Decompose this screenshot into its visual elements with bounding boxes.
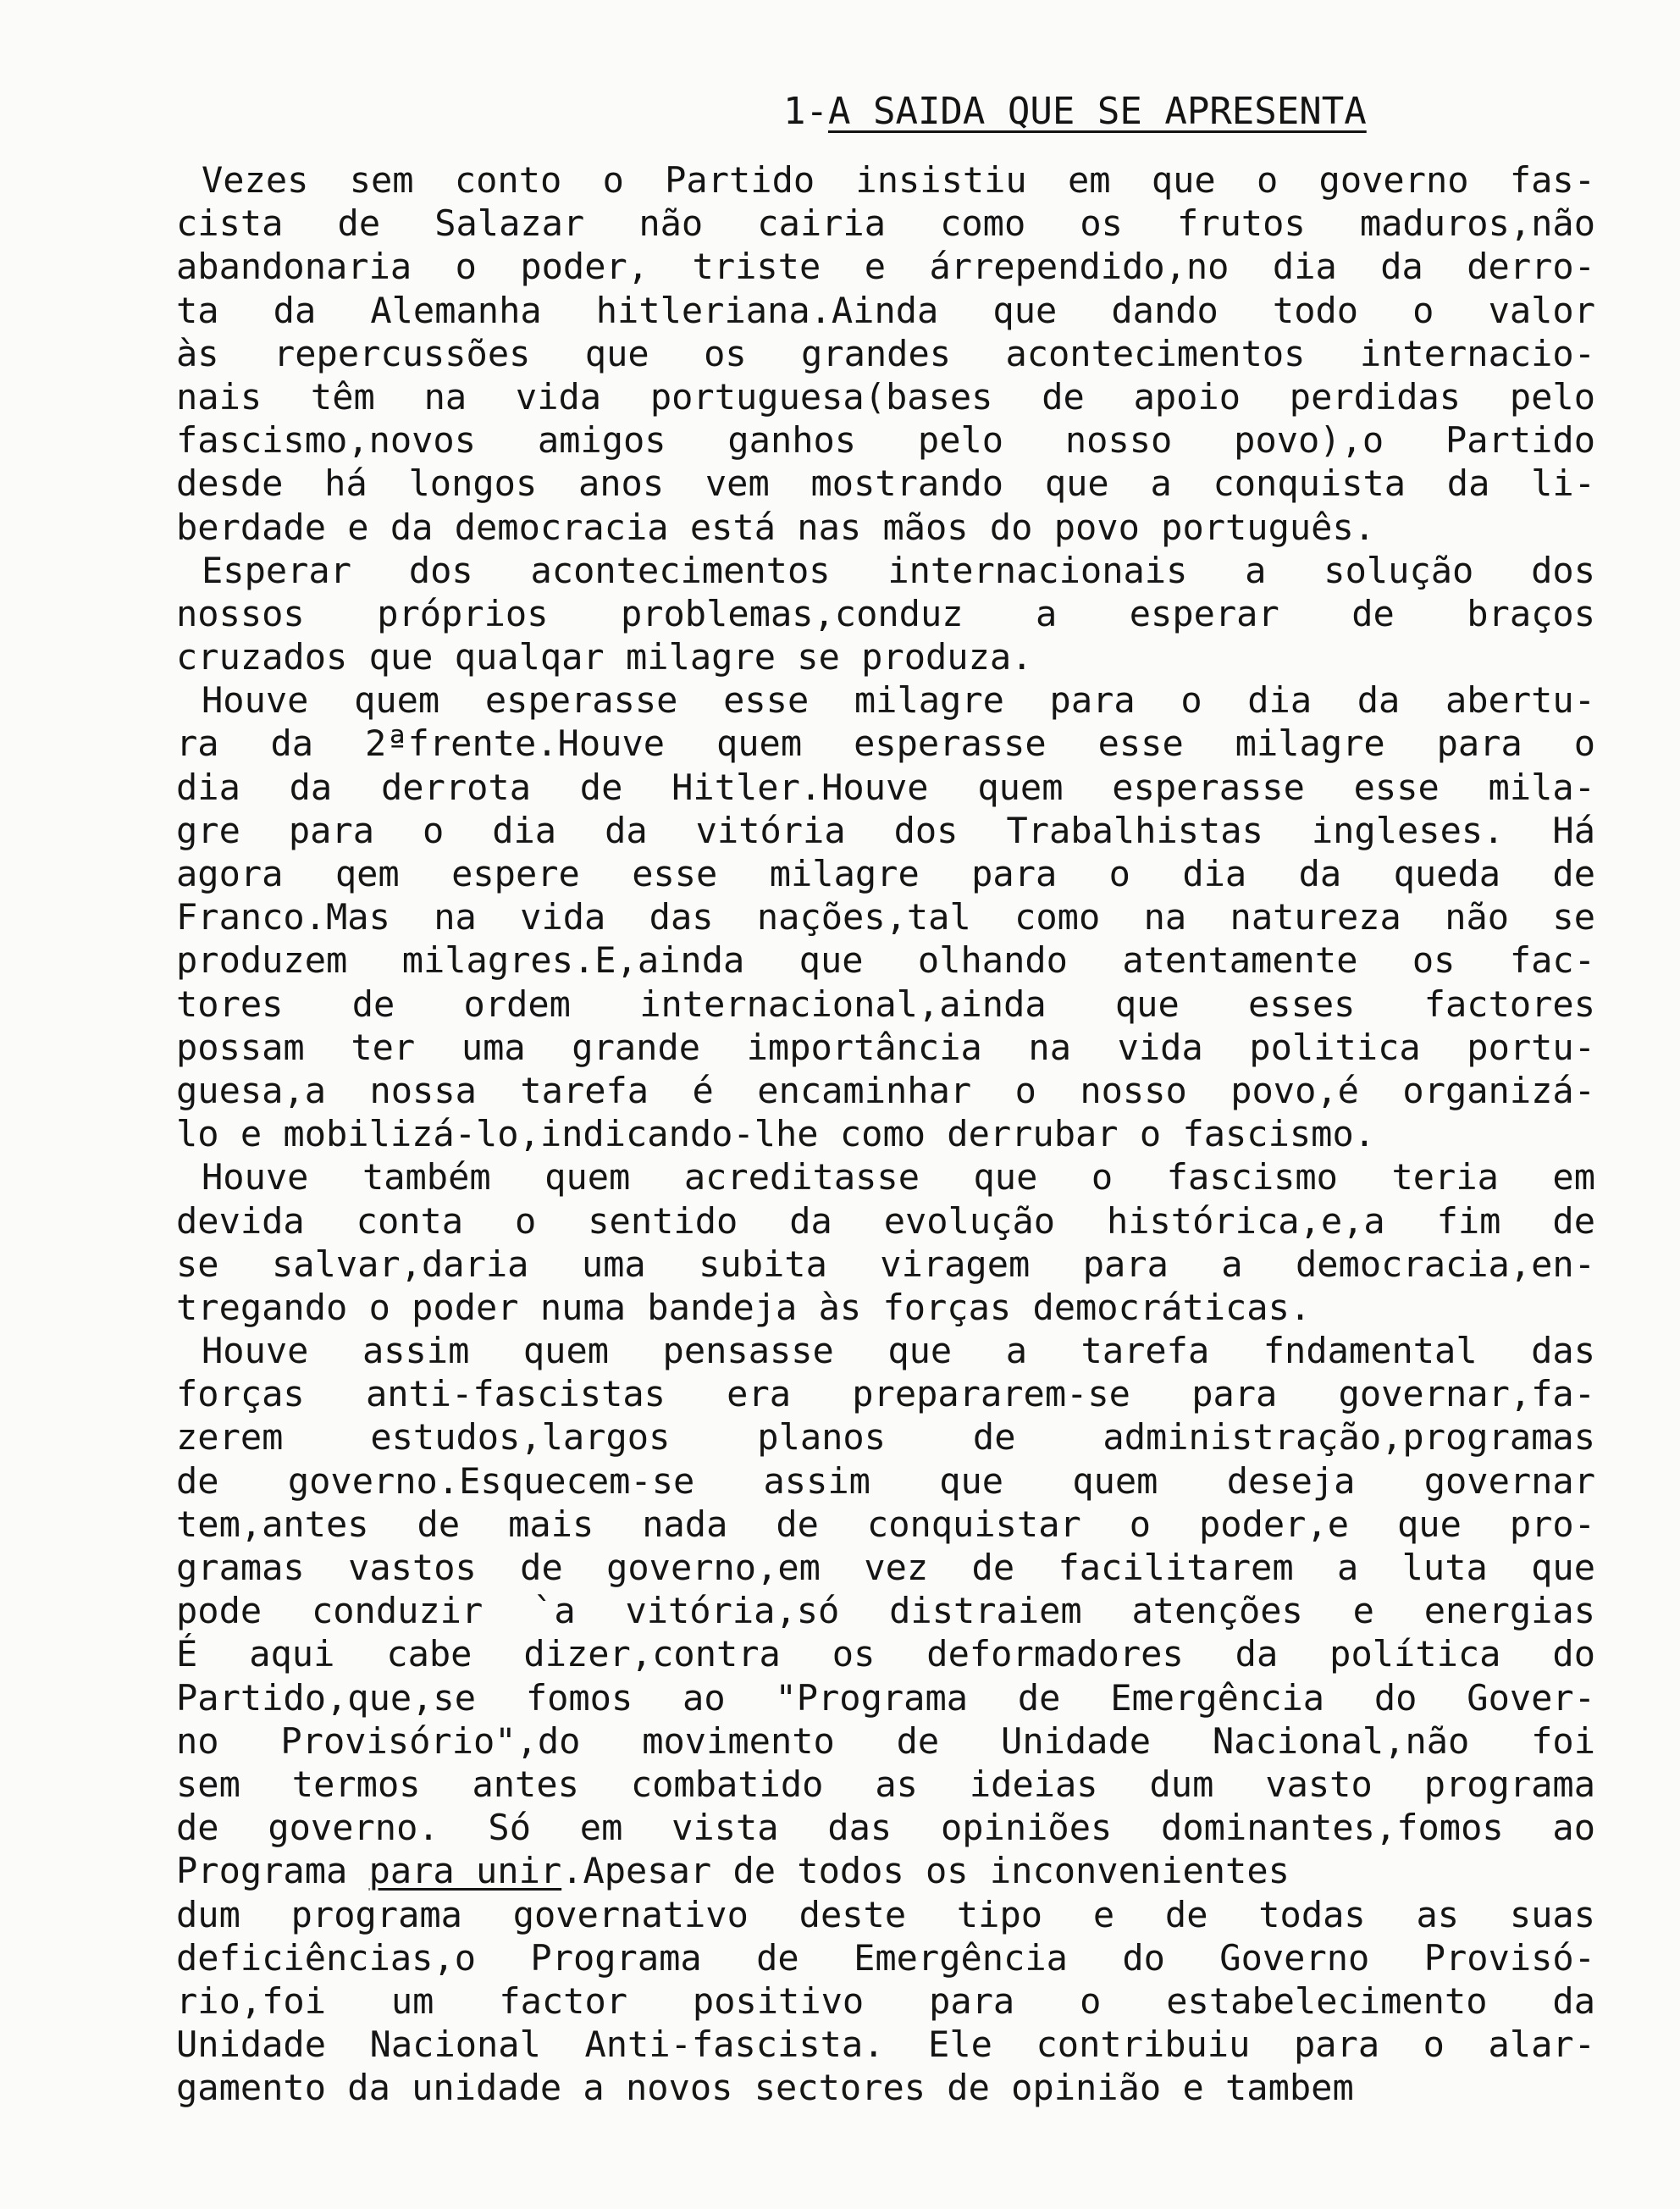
text-line: devida conta o sentido da evolução histórica,e,a fim de bbox=[176, 1199, 1595, 1242]
text-line: ta da Alemanha hitleriana.Ainda que dando todo o valor bbox=[176, 289, 1595, 331]
text-line: zerem estudos,largos planos de administração,programas bbox=[176, 1416, 1595, 1459]
text-line: dia da derrota de Hitler.Houve quem esperasse esse mila- bbox=[176, 766, 1595, 808]
text-line: Esperar dos acontecimentos internacionais a solução dos bbox=[202, 549, 1595, 591]
text-line: às repercussões que os grandes acontecimentos internacio- bbox=[176, 332, 1595, 374]
text-line: sem termos antes combatido as ideias dum vasto programa bbox=[176, 1763, 1595, 1805]
text-line: deficiências,o Programa de Emergência do Governo Provisó- bbox=[176, 1936, 1595, 1979]
text-line: berdade e da democracia está nas mãos do povo português. bbox=[176, 506, 1376, 548]
text-line: possam ter uma grande importância na vida politica portu- bbox=[176, 1026, 1595, 1068]
text-line: cruzados que qualqar milagre se produza. bbox=[176, 636, 1033, 678]
text-line bbox=[176, 1849, 1595, 1892]
text-line: Houve quem esperasse esse milagre para o dia da abertu- bbox=[202, 679, 1595, 722]
text-line: de governo.Esquecem-se assim que quem deseja governar bbox=[176, 1459, 1595, 1502]
text-line: Houve também quem acreditasse que o fascismo teria em bbox=[202, 1156, 1595, 1199]
text-line: guesa,a nossa tarefa é encaminhar o nosso povo,é organizá- bbox=[176, 1069, 1595, 1111]
text-line: se salvar,daria uma subita viragem para a democracia,en- bbox=[176, 1243, 1595, 1285]
text-line: agora qem espere esse milagre para o dia da queda de bbox=[176, 853, 1595, 894]
text-line: tregando o poder numa bandeja às forças democráticas. bbox=[176, 1286, 1312, 1328]
text-line: dum programa governativo deste tipo e de todas as suas bbox=[176, 1893, 1595, 1935]
text-line: forças anti-fascistas era prepararem-se para governar,fa- bbox=[176, 1373, 1595, 1415]
text-line: nossos próprios problemas,conduz a esperar de braços bbox=[176, 592, 1595, 634]
section-number: 1- bbox=[783, 90, 828, 133]
text-line: Houve assim quem pensasse que a tarefa fndamental das bbox=[202, 1330, 1595, 1372]
text-segment: Programa bbox=[176, 1850, 369, 1892]
text-segment: .Apesar de todos os inconvenientes bbox=[561, 1850, 1290, 1892]
text-line: ra da 2ªfrente.Houve quem esperasse esse milagre para o bbox=[176, 722, 1595, 765]
text-line: de governo. Só em vista das opiniões dominantes,fomos ao bbox=[176, 1807, 1595, 1849]
text-line: fascismo,novos amigos ganhos pelo nosso povo),o Partido bbox=[176, 419, 1595, 462]
text-line: cista de Salazar não cairia como os frutos maduros,não bbox=[176, 202, 1595, 245]
text-line: desde há longos anos vem mostrando que a conquista da li- bbox=[176, 462, 1595, 505]
text-line: tores de ordem internacional,ainda que esses factores bbox=[176, 983, 1595, 1025]
text-line: gamento da unidade a novos sectores de opinião e tambem bbox=[176, 2067, 1354, 2109]
underlined-phrase: para unir bbox=[368, 1850, 562, 1892]
text-line: Vezes sem conto o Partido insistiu em que o governo fas- bbox=[202, 159, 1595, 201]
text-line: pode conduzir `a vitória,só distraiem atenções e energias bbox=[176, 1590, 1595, 1632]
section-title: A SAIDA QUE SE APRESENTA bbox=[827, 90, 1367, 133]
section-heading bbox=[783, 86, 1367, 137]
text-line: nais têm na vida portuguesa(bases de apoio perdidas pelo bbox=[176, 375, 1595, 418]
text-line: no Provisório",do movimento de Unidade Nacional,não foi bbox=[176, 1719, 1595, 1762]
body-text bbox=[176, 158, 1595, 2109]
text-line: É aqui cabe dizer,contra os deformadores da política do bbox=[176, 1633, 1595, 1675]
text-line: gramas vastos de governo,em vez de facilitarem a luta que bbox=[176, 1547, 1595, 1588]
text-line: rio,foi um factor positivo para o estabelecimento da bbox=[176, 1979, 1595, 2022]
text-line: tem,antes de mais nada de conquistar o poder,e que pro- bbox=[176, 1503, 1595, 1545]
text-line: lo e mobilizá-lo,indicando-lhe como derrubar o fascismo. bbox=[176, 1113, 1376, 1155]
text-line: produzem milagres.E,ainda que olhando atentamente os fac- bbox=[176, 939, 1595, 982]
text-line: Franco.Mas na vida das nações,tal como na natureza não se bbox=[176, 896, 1595, 938]
text-line: Partido,que,se fomos ao "Programa de Emergência do Gover- bbox=[176, 1676, 1595, 1719]
text-line: Unidade Nacional Anti-fascista. Ele contribuiu para o alar- bbox=[176, 2024, 1595, 2066]
text-line: gre para o dia da vitória dos Trabalhistas ingleses. Há bbox=[176, 809, 1595, 851]
text-line: abandonaria o poder, triste e árrependido,no dia da derro- bbox=[176, 246, 1595, 288]
